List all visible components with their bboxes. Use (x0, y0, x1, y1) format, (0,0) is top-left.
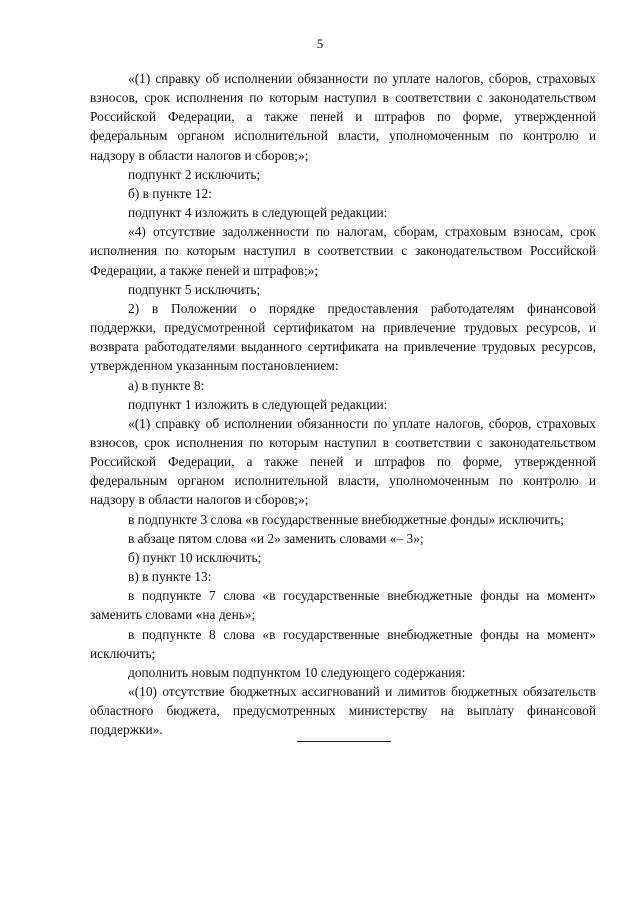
paragraph: в абзаце пятом слова «и 2» заменить словами «– 3»; (128, 530, 424, 546)
paragraph: в подпункте 8 слова «в государственные внебюджетные фонды на момент» исключить; (90, 626, 596, 661)
paragraph: «(1) справку об исполнении обязанности по уплате налогов, сборов, страховых взносов, срок исполнения по которым наступил в соответствии с законодательством Российской Федерации, а также пеней и штрафов по форме, утвержденной федеральным органом исполнительной власти, уполномоченным по контролю и надзору в области налогов и сборов;»; (90, 71, 596, 163)
paragraph: дополнить новым подпунктом 10 следующего содержания: (128, 664, 466, 680)
paragraph: 2) в Положении о порядке предоставления работодателям финансовой поддержки, предусмотренной сертификатом на привлечение трудовых ресурсов, и возврата работодателями выданного сертификата на привлечение трудовых ресурсов, утвержденном указанным постановлением: (90, 300, 596, 374)
paragraph: «(10) отсутствие бюджетных ассигнований и лимитов бюджетных обязательств областного бюджета, предусмотренных министерству на выплату финансовой поддержки». (90, 684, 596, 738)
document-body (90, 69, 596, 739)
paragraph: в) в пункте 13: (128, 569, 212, 585)
paragraph: подпункт 5 исключить; (128, 281, 261, 297)
page-number: 5 (316, 36, 324, 51)
paragraph: б) пункт 10 исключить; (128, 549, 262, 565)
paragraph: подпункт 4 изложить в следующей редакции: (128, 205, 388, 221)
paragraph: «4) отсутствие задолженности по налогам, сборам, страховым взносам, срок исполнения по которым наступил в соответствии с законодательством Российской Федерации, а также пеней и штрафов;»; (90, 224, 596, 278)
paragraph: б) в пункте 12: (128, 185, 212, 201)
paragraph: в подпункте 3 слова «в государственные внебюджетные фонды» исключить; (128, 511, 564, 527)
paragraph: в подпункте 7 слова «в государственные внебюджетные фонды на момент» заменить словами «на день»; (90, 588, 596, 623)
end-separator-line (297, 741, 391, 742)
paragraph: подпункт 1 изложить в следующей редакции: (128, 396, 388, 412)
paragraph: «(1) справку об исполнении обязанности по уплате налогов, сборов, страховых взносов, срок исполнения по которым наступил в соответствии с законодательством Российской Федерации, а также пеней и штрафов по форме, утвержденной федеральным органом исполнительной власти, уполномоченным по контролю и надзору в области налогов и сборов;»; (90, 415, 596, 508)
paragraph: а) в пункте 8: (128, 377, 205, 393)
paragraph: подпункт 2 исключить; (128, 166, 261, 182)
